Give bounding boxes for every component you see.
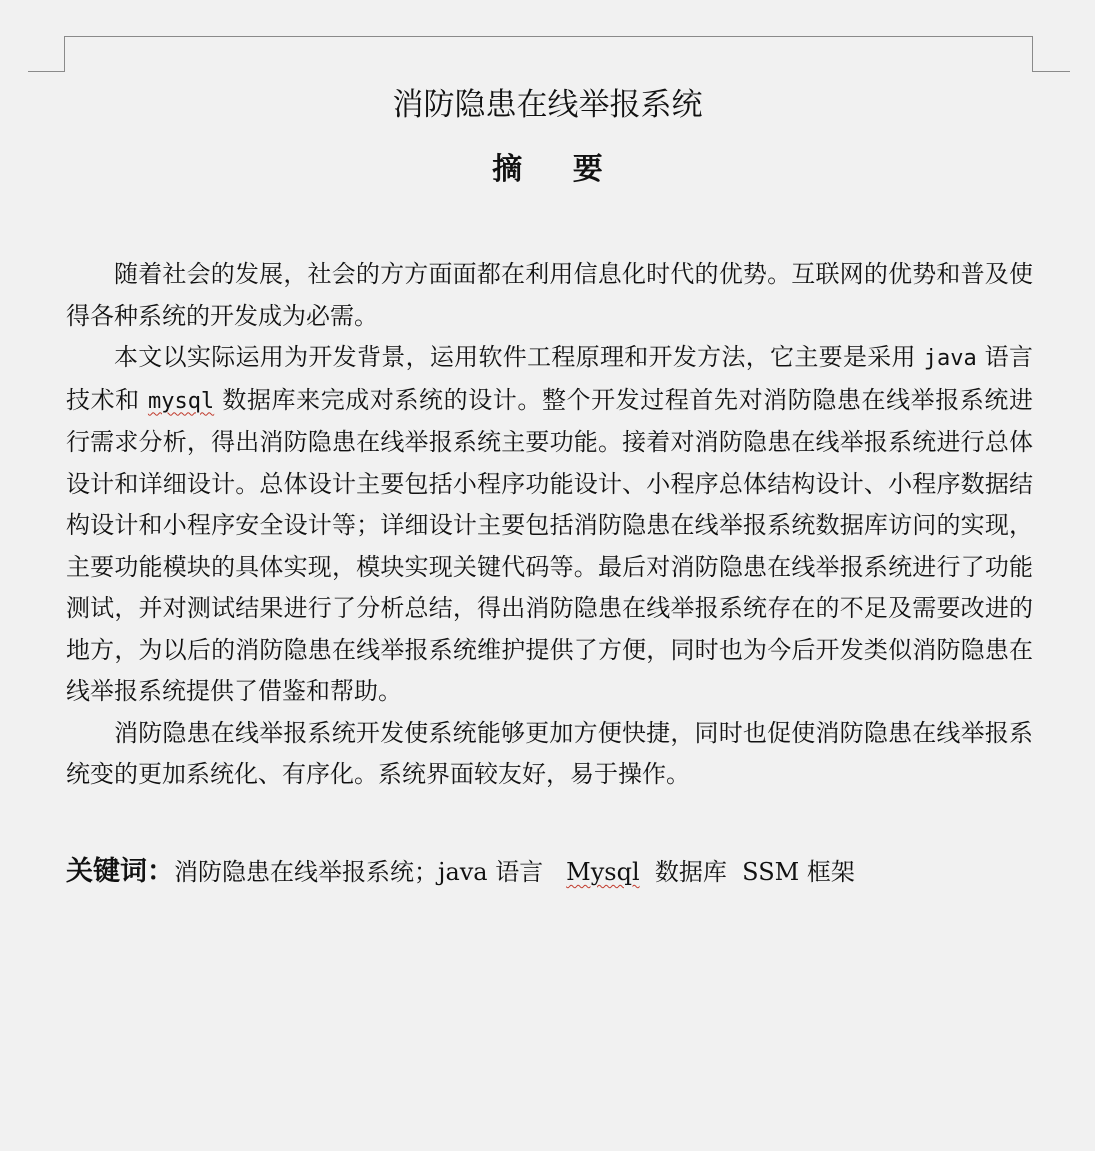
- abstract-paragraph-3: 消防隐患在线举报系统开发使系统能够更加方便快捷，同时也促使消防隐患在线举报系统变的更加系统化、有序化。系统界面较友好，易于操作。: [66, 718, 1033, 788]
- header-margin-line: [64, 36, 1033, 37]
- paragraph-2-text-b: 语言技术和: [66, 343, 1033, 414]
- document-title: 消防隐患在线举报系统: [392, 87, 703, 123]
- abstract-paragraph-1: 随着社会的发展，社会的方方面面都在利用信息化时代的优势。互联网的优势和普及使得各种系统的开发成为必需。: [66, 260, 1033, 330]
- paragraph-2-text-a: 本文以实际运用为开发背景，运用软件工程原理和开发方法，它主要是采用: [114, 343, 924, 371]
- keyword-database: 数据库: [654, 858, 727, 886]
- left-margin-marker: [64, 36, 65, 72]
- abstract-body: [66, 254, 1033, 796]
- keywords-label: 关键词：: [66, 856, 174, 887]
- right-margin-tick: [1032, 71, 1070, 72]
- keyword-1: 消防隐患在线举报系统；java 语言: [174, 858, 544, 886]
- paragraph-2-text-c: 数据库来完成对系统的设计。整个开发过程首先对消防隐患在线举报系统进行需求分析，得出消防隐患在线举报系统主要功能。接着对消防隐患在线举报系统进行总体设计和详细设计。总体设计主要包括小程序功能设计、小程序总体结构设计、小程序数据结构设计和小程序安全设计等；详细设计主要包括消防隐患在线举报系统数据库访问的实现，主要功能模块的具体实现，模块实现关键代码等。最后对消防隐患在线举报系统进行了功能测试，并对测试结果进行了分析总结，得出消防隐患在线举报系统存在的不足及需要改进的地方，为以后的消防隐患在线举报系统维护提供了方便，同时也为今后开发类似消防隐患在线举报系统提供了借鉴和帮助。: [66, 385, 1033, 705]
- keyword-ssm: SSM 框架: [742, 858, 855, 886]
- abstract-paragraph-2: [66, 337, 1033, 713]
- keywords-line: [66, 850, 1033, 894]
- mysql-term[interactable]: mysql: [147, 388, 215, 414]
- keyword-mysql[interactable]: Mysql: [566, 858, 640, 886]
- abstract-heading: 摘 要: [492, 152, 623, 187]
- right-margin-marker: [1032, 36, 1033, 72]
- java-term: java: [923, 346, 977, 371]
- left-margin-tick: [28, 71, 65, 72]
